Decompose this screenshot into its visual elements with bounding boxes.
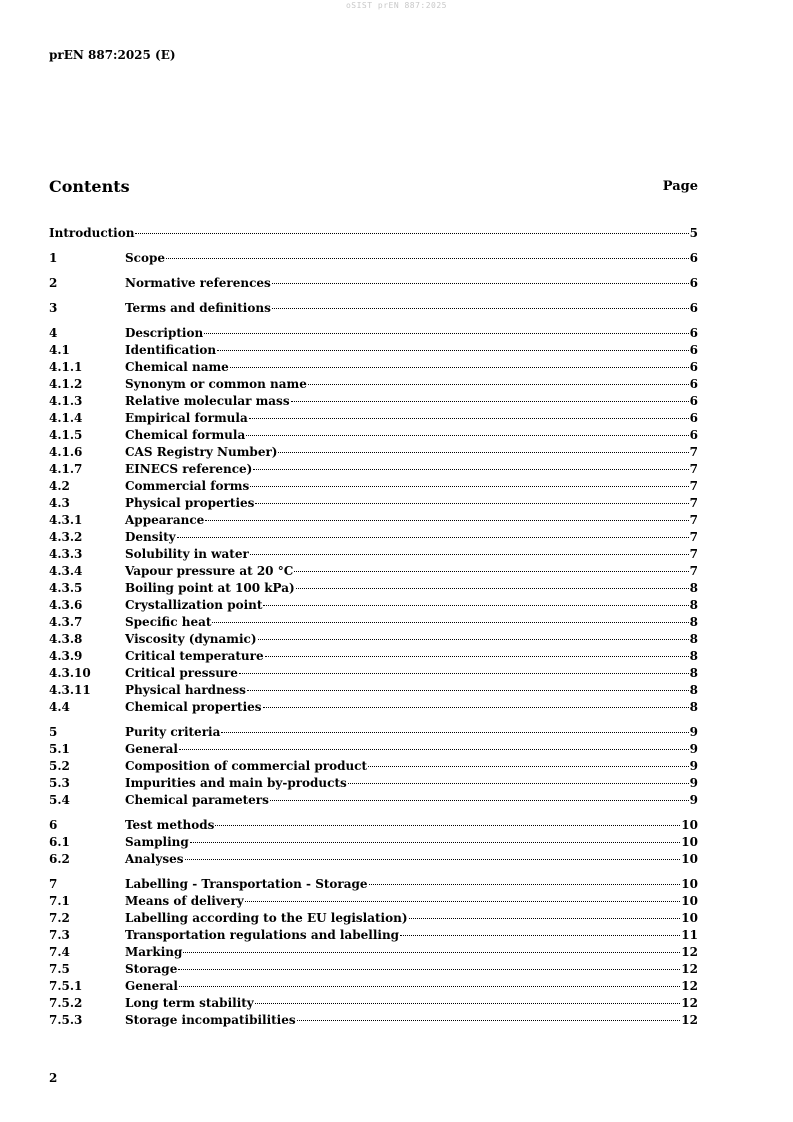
- dot-leader: [409, 917, 681, 919]
- toc-entry[interactable]: [49, 724, 698, 741]
- dot-leader: [179, 985, 680, 987]
- page-column-heading: Page: [662, 179, 698, 194]
- toc-entry-title: Normative references: [125, 276, 271, 290]
- dot-leader: [278, 451, 688, 453]
- toc-entry-number: 4.1.4: [49, 411, 83, 425]
- toc-entry-title: Synonym or common name: [125, 377, 307, 391]
- toc-entry-page: 6: [689, 276, 698, 290]
- toc-entry-number: 7.5.3: [49, 1013, 83, 1027]
- toc-entry-title: Test methods: [125, 818, 215, 832]
- toc-entry-number: 6: [49, 818, 58, 832]
- toc-entry[interactable]: [49, 461, 698, 478]
- toc-entry-title: Relative molecular mass: [125, 394, 290, 408]
- toc-entry-page: 9: [689, 759, 698, 773]
- toc-entry-title: Critical pressure: [125, 666, 238, 680]
- toc-entry-title: Vapour pressure at 20 °C: [125, 564, 294, 578]
- toc-entry-page: 6: [689, 251, 698, 265]
- toc-entry-page: 9: [689, 725, 698, 739]
- toc-entry[interactable]: [49, 682, 698, 699]
- toc-entry[interactable]: [49, 393, 698, 410]
- toc-entry[interactable]: [49, 665, 698, 682]
- dot-leader: [239, 672, 689, 674]
- toc-entry-number: 4.1.7: [49, 462, 83, 476]
- toc-entry-page: 8: [689, 649, 698, 663]
- toc-entry[interactable]: [49, 1012, 698, 1029]
- dot-leader: [212, 621, 688, 623]
- toc-entry-number: 4: [49, 326, 58, 340]
- toc-entry-title: Viscosity (dynamic): [125, 632, 257, 646]
- toc-entry-page: 8: [689, 598, 698, 612]
- toc-entry-number: 7.1: [49, 894, 70, 908]
- toc-entry-page: 7: [689, 547, 698, 561]
- dot-leader: [348, 782, 689, 784]
- toc-entry[interactable]: [49, 893, 698, 910]
- dot-leader: [270, 799, 689, 801]
- toc-entry[interactable]: [49, 546, 698, 563]
- dot-leader: [255, 502, 688, 504]
- toc-entry[interactable]: [49, 478, 698, 495]
- toc-entry[interactable]: [49, 792, 698, 809]
- dot-leader: [135, 232, 688, 234]
- toc-entry-title: Specific heat: [125, 615, 212, 629]
- dot-leader: [179, 748, 689, 750]
- dot-leader: [272, 282, 689, 284]
- dot-leader: [166, 257, 689, 259]
- toc-entry[interactable]: [49, 359, 698, 376]
- toc-entry-title: Scope: [125, 251, 166, 265]
- toc-entry-title: Terms and definitions: [125, 301, 271, 315]
- dot-leader: [294, 570, 688, 572]
- toc-entry-number: 4.3.10: [49, 666, 91, 680]
- toc-entry-number: 4.1.2: [49, 377, 83, 391]
- toc-entry-page: 7: [689, 445, 698, 459]
- toc-entry-title: Chemical parameters: [125, 793, 269, 807]
- toc-entry[interactable]: [49, 876, 698, 893]
- toc-entry-title: Transportation regulations and labelling: [125, 928, 400, 942]
- dot-leader: [400, 934, 680, 936]
- toc-entry-title: Composition of commercial product: [125, 759, 368, 773]
- toc-entry-number: 4.3.11: [49, 683, 91, 697]
- toc-entry-page: 12: [681, 979, 698, 993]
- toc-entry[interactable]: [49, 580, 698, 597]
- watermark: oSIST prEN 887:2025: [345, 1, 447, 10]
- toc-entry-number: 5.1: [49, 742, 70, 756]
- toc-entry[interactable]: [49, 910, 698, 927]
- toc-entry-page: 12: [681, 996, 698, 1010]
- toc-entry-title: Storage incompatibilities: [125, 1013, 296, 1027]
- toc-entry-number: 5.4: [49, 793, 70, 807]
- toc-entry-page: 6: [689, 411, 698, 425]
- toc-entry-page: 10: [681, 911, 698, 925]
- toc-entry-title: Physical properties: [125, 496, 255, 510]
- dot-leader: [291, 400, 689, 402]
- toc-entry-title: CAS Registry Number): [125, 445, 278, 459]
- toc-entry-page: 8: [689, 683, 698, 697]
- toc-entry-page: 7: [689, 530, 698, 544]
- toc-entry[interactable]: [49, 495, 698, 512]
- toc-entry-title: Means of delivery: [125, 894, 244, 908]
- dot-leader: [190, 841, 681, 843]
- dot-leader: [246, 434, 688, 436]
- toc-entry-number: 4.3.8: [49, 632, 83, 646]
- toc-entry-page: 9: [689, 793, 698, 807]
- toc-entry-number: 6.2: [49, 852, 70, 866]
- dot-leader: [230, 366, 689, 368]
- toc-entry[interactable]: [49, 376, 698, 393]
- toc-entry[interactable]: [49, 342, 698, 359]
- toc-entry-title: Identification: [125, 343, 217, 357]
- toc-entry[interactable]: [49, 961, 698, 978]
- toc-entry-number: 4.3.6: [49, 598, 83, 612]
- toc-entry-number: 4.3.1: [49, 513, 83, 527]
- toc-entry-page: 8: [689, 581, 698, 595]
- toc-entry[interactable]: [49, 225, 698, 242]
- toc-entry-page: 8: [689, 700, 698, 714]
- toc-entry-number: 7.3: [49, 928, 70, 942]
- toc-entry-number: 4.3.9: [49, 649, 83, 663]
- toc-entry-title: Long term stability: [125, 996, 254, 1010]
- toc-entry[interactable]: [49, 275, 698, 292]
- toc-entry-page: 6: [689, 360, 698, 374]
- dot-leader: [183, 951, 680, 953]
- page-number: 2: [49, 1071, 58, 1085]
- dot-leader: [250, 485, 688, 487]
- toc-entry-page: 9: [689, 776, 698, 790]
- toc-entry[interactable]: [49, 944, 698, 961]
- toc-entry[interactable]: [49, 927, 698, 944]
- dot-leader: [245, 900, 681, 902]
- toc-entry-number: 4.3.3: [49, 547, 83, 561]
- toc-entry-number: 4.1.6: [49, 445, 83, 459]
- toc-entry-title: Crystallization point: [125, 598, 263, 612]
- toc-entry-title: Commercial forms: [125, 479, 250, 493]
- dot-leader: [296, 587, 689, 589]
- toc-entry-page: 7: [689, 479, 698, 493]
- dot-leader: [265, 655, 689, 657]
- toc-entry-title: General: [125, 742, 178, 756]
- toc-entry-page: 6: [689, 301, 698, 315]
- toc-entry-number: 7.2: [49, 911, 70, 925]
- toc-entry-number: 4.2: [49, 479, 70, 493]
- toc-entry-title: Density: [125, 530, 176, 544]
- toc-entry-number: 2: [49, 276, 58, 290]
- toc-entry[interactable]: [49, 563, 698, 580]
- toc-entry-title: Critical temperature: [125, 649, 264, 663]
- toc-entry[interactable]: [49, 410, 698, 427]
- toc-entry-page: 11: [681, 928, 698, 942]
- dot-leader: [177, 536, 689, 538]
- toc-entry-title: Appearance: [125, 513, 205, 527]
- toc-entry-page: 6: [689, 394, 698, 408]
- toc-entry-page: 7: [689, 564, 698, 578]
- toc-entry-number: 6.1: [49, 835, 70, 849]
- dot-leader: [369, 883, 681, 885]
- toc-entry-number: 4.1: [49, 343, 70, 357]
- toc-entry-page: 12: [681, 945, 698, 959]
- toc-entry-page: 10: [681, 877, 698, 891]
- toc-entry[interactable]: [49, 851, 698, 868]
- toc-entry-title: Introduction: [49, 226, 135, 240]
- toc-entry-number: 5.2: [49, 759, 70, 773]
- toc-entry-number: 1: [49, 251, 58, 265]
- toc-entry[interactable]: [49, 775, 698, 792]
- toc-entry[interactable]: [49, 529, 698, 546]
- toc-entry[interactable]: [49, 741, 698, 758]
- toc-entry-page: 12: [681, 1013, 698, 1027]
- dot-leader: [297, 1019, 681, 1021]
- contents-heading: Contents: [49, 177, 130, 196]
- toc-entry-title: Boiling point at 100 kPa): [125, 581, 295, 595]
- toc-entry-number: 7.5.2: [49, 996, 83, 1010]
- toc-entry-page: 8: [689, 615, 698, 629]
- toc-entry-number: 4.1.3: [49, 394, 83, 408]
- toc-entry-page: 8: [689, 666, 698, 680]
- toc-entry-title: General: [125, 979, 178, 993]
- dot-leader: [178, 968, 680, 970]
- toc-entry[interactable]: [49, 631, 698, 648]
- toc-entry[interactable]: [49, 758, 698, 775]
- toc-entry-page: 5: [689, 226, 698, 240]
- dot-leader: [272, 307, 689, 309]
- dot-leader: [205, 519, 688, 521]
- dot-leader: [204, 332, 688, 334]
- dot-leader: [250, 553, 689, 555]
- dot-leader: [217, 349, 689, 351]
- toc-entry-title: Chemical formula: [125, 428, 246, 442]
- toc-entry-page: 10: [681, 835, 698, 849]
- toc-entry-title: EINECS reference): [125, 462, 253, 476]
- toc-entry-number: 7.5: [49, 962, 70, 976]
- toc-entry-page: 10: [681, 894, 698, 908]
- dot-leader: [255, 1002, 681, 1004]
- table-of-contents: [49, 225, 698, 1029]
- toc-entry-title: Empirical formula: [125, 411, 248, 425]
- toc-entry-page: 7: [689, 496, 698, 510]
- dot-leader: [221, 731, 688, 733]
- toc-entry-title: Analyses: [125, 852, 184, 866]
- toc-entry-title: Chemical properties: [125, 700, 262, 714]
- toc-entry-title: Description: [125, 326, 204, 340]
- document-id: prEN 887:2025 (E): [49, 48, 176, 62]
- dot-leader: [215, 824, 680, 826]
- toc-entry-page: 7: [689, 462, 698, 476]
- toc-entry-number: 4.3.4: [49, 564, 83, 578]
- toc-entry-number: 5.3: [49, 776, 70, 790]
- dot-leader: [263, 706, 689, 708]
- toc-entry[interactable]: [49, 978, 698, 995]
- dot-leader: [263, 604, 688, 606]
- toc-entry[interactable]: [49, 817, 698, 834]
- toc-entry-number: 4.1.5: [49, 428, 83, 442]
- toc-entry-page: 10: [681, 818, 698, 832]
- toc-entry-page: 7: [689, 513, 698, 527]
- toc-entry[interactable]: [49, 444, 698, 461]
- toc-entry-page: 9: [689, 742, 698, 756]
- toc-entry-number: 4.4: [49, 700, 70, 714]
- toc-entry-page: 6: [689, 428, 698, 442]
- toc-entry-number: 4.3.5: [49, 581, 83, 595]
- dot-leader: [247, 689, 689, 691]
- toc-entry-title: Labelling according to the EU legislation): [125, 911, 408, 925]
- toc-entry[interactable]: [49, 250, 698, 267]
- toc-entry[interactable]: [49, 648, 698, 665]
- dot-leader: [258, 638, 689, 640]
- toc-entry-page: 10: [681, 852, 698, 866]
- toc-entry[interactable]: [49, 699, 698, 716]
- toc-entry-number: 7.5.1: [49, 979, 83, 993]
- toc-entry[interactable]: [49, 834, 698, 851]
- toc-entry[interactable]: [49, 427, 698, 444]
- toc-entry-title: Sampling: [125, 835, 189, 849]
- toc-entry[interactable]: [49, 995, 698, 1012]
- toc-entry-page: 8: [689, 632, 698, 646]
- toc-entry-number: 4.1.1: [49, 360, 83, 374]
- toc-entry-title: Chemical name: [125, 360, 229, 374]
- toc-entry[interactable]: [49, 325, 698, 342]
- toc-entry-title: Labelling - Transportation - Storage: [125, 877, 368, 891]
- toc-entry-number: 7: [49, 877, 58, 891]
- toc-entry-number: 3: [49, 301, 58, 315]
- toc-entry-title: Storage: [125, 962, 178, 976]
- toc-entry-page: 6: [689, 377, 698, 391]
- toc-entry-number: 4.3.7: [49, 615, 83, 629]
- toc-entry-page: 6: [689, 343, 698, 357]
- dot-leader: [368, 765, 689, 767]
- toc-entry-number: 7.4: [49, 945, 70, 959]
- toc-entry-title: Purity criteria: [125, 725, 221, 739]
- toc-entry-title: Physical hardness: [125, 683, 246, 697]
- toc-entry-page: 6: [689, 326, 698, 340]
- toc-entry-number: 4.3.2: [49, 530, 83, 544]
- toc-entry-title: Impurities and main by-products: [125, 776, 347, 790]
- toc-entry-number: 4.3: [49, 496, 70, 510]
- dot-leader: [308, 383, 689, 385]
- toc-entry[interactable]: [49, 512, 698, 529]
- dot-leader: [249, 417, 689, 419]
- toc-entry-number: 5: [49, 725, 58, 739]
- dot-leader: [185, 858, 681, 860]
- toc-entry[interactable]: [49, 597, 698, 614]
- toc-entry[interactable]: [49, 614, 698, 631]
- dot-leader: [253, 468, 688, 470]
- toc-entry[interactable]: [49, 300, 698, 317]
- toc-entry-title: Marking: [125, 945, 183, 959]
- toc-entry-title: Solubility in water: [125, 547, 249, 561]
- toc-entry-page: 12: [681, 962, 698, 976]
